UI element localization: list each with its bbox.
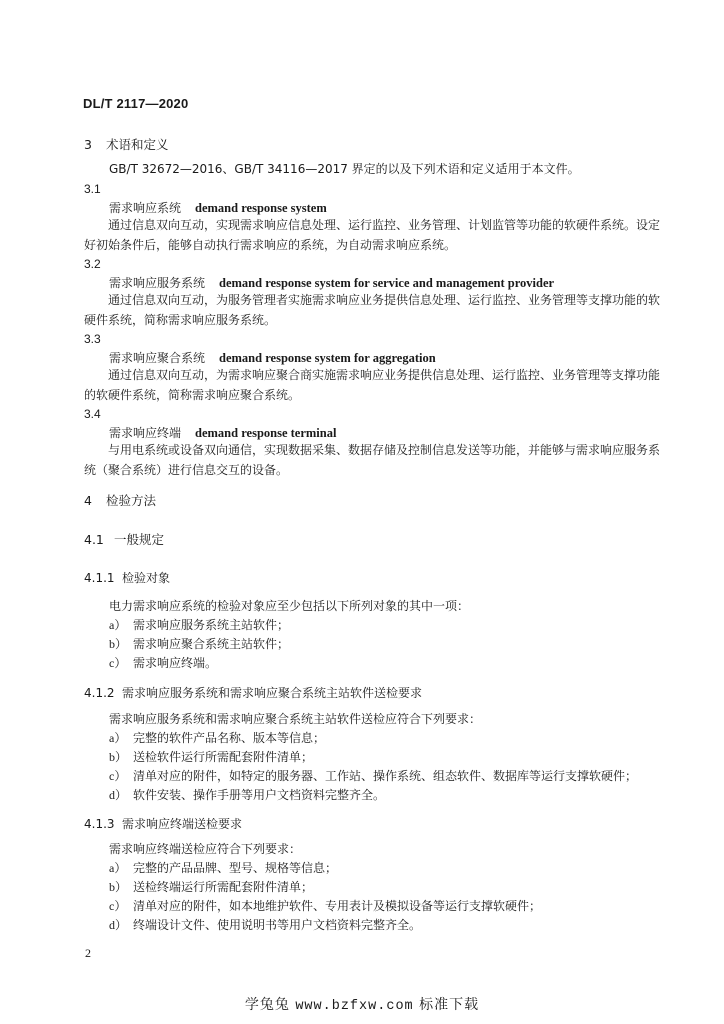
- term-zh: 需求响应服务系统: [109, 276, 206, 290]
- list-intro: 电力需求响应系统的检验对象应至少包括以下所列对象的其中一项：: [109, 599, 470, 613]
- list-marker: d）: [109, 788, 128, 802]
- term-definition: 通过信息双向互动，为服务管理者实施需求响应业务提供信息处理、运行监控、业务管理等支撑功能的软硬件系统，简称需求响应服务系统。: [84, 293, 661, 327]
- subsection-number: 4.1: [84, 532, 104, 547]
- subsection-number: 4.1.3: [84, 817, 115, 831]
- list-intro: 需求响应服务系统和需求响应聚合系统主站软件送检应符合下列要求：: [109, 712, 482, 726]
- list-marker: b）: [109, 637, 128, 651]
- list-item: [109, 729, 325, 746]
- list-intro: 需求响应终端送检应符合下列要求：: [109, 842, 302, 856]
- term-zh: 需求响应系统: [109, 201, 182, 215]
- list-text: 需求响应聚合系统主站软件；: [133, 637, 290, 651]
- subsection-number: 4.1.2: [84, 686, 115, 700]
- list-item: [109, 635, 289, 652]
- list-item: [109, 859, 337, 876]
- subsection-4-1-heading: [84, 530, 164, 548]
- list-marker: c）: [109, 899, 127, 913]
- section-3-heading: [84, 135, 169, 153]
- list-text: 完整的产品品牌、型号、规格等信息；: [133, 861, 338, 875]
- term-title: [109, 349, 436, 366]
- list-text: 清单对应的附件，如本地维护软件、专用表计及模拟设备等运行支撑软硬件；: [133, 899, 542, 913]
- term-zh: 需求响应终端: [109, 426, 182, 440]
- term-en: demand response terminal: [195, 426, 337, 440]
- subsection-title: 需求响应服务系统和需求响应聚合系统主站软件送检要求: [122, 686, 423, 700]
- list-item: [109, 767, 637, 784]
- list-marker: c）: [109, 656, 127, 670]
- list-item: [109, 616, 289, 633]
- term-definition: 与用电系统或设备双向通信，实现数据采集、数据存储及控制信息发送等功能，并能够与需求响应服务系统（聚合系统）进行信息交互的设备。: [84, 443, 661, 477]
- subsection-title: 检验对象: [122, 571, 171, 585]
- section-title: 检验方法: [106, 493, 157, 508]
- subsection-title: 需求响应终端送检要求: [122, 817, 243, 831]
- list-text: 需求响应终端。: [133, 656, 218, 670]
- list-item: [109, 654, 217, 671]
- footer-site: 学兔兔: [244, 997, 290, 1013]
- list-marker: b）: [109, 750, 128, 764]
- list-marker: a）: [109, 618, 127, 632]
- term-definition: 通过信息双向互动，为需求响应聚合商实施需求响应业务提供信息处理、运行监控、业务管理等支撑功能的软硬件系统，简称需求响应聚合系统。: [84, 368, 661, 402]
- footer-slogan: 标准下载: [419, 997, 480, 1013]
- subsection-number: 4.1.1: [84, 571, 115, 585]
- term-zh: 需求响应聚合系统: [109, 351, 206, 365]
- term-en: demand response system: [195, 201, 327, 215]
- page-number: 2: [85, 946, 91, 960]
- term-en: demand response system for aggregation: [219, 351, 436, 365]
- list-item: [109, 786, 385, 803]
- list-text: 完整的软件产品名称、版本等信息；: [133, 731, 326, 745]
- watermark-footer: [0, 994, 724, 1014]
- term-title: [109, 424, 336, 441]
- list-marker: d）: [109, 918, 128, 932]
- subsection-title: 一般规定: [114, 532, 165, 547]
- term-title: [109, 274, 554, 291]
- standard-code: DL/T 2117—2020: [83, 96, 189, 111]
- subsection-4-1-3-heading: [84, 815, 242, 832]
- section-number: 3: [84, 137, 92, 152]
- list-text: 送检软件运行所需配套附件清单；: [133, 750, 314, 764]
- list-text: 终端设计文件、使用说明书等用户文档资料完整齐全。: [133, 918, 422, 932]
- section-3-intro: GB/T 32672—2016、GB/T 34116—2017 界定的以及下列术语和定义适用于本文件。: [109, 162, 580, 176]
- section-title: 术语和定义: [106, 137, 169, 152]
- list-item: [109, 748, 313, 765]
- list-text: 清单对应的附件，如特定的服务器、工作站、操作系统、组态软件、数据库等运行支撑软硬件；: [133, 769, 638, 783]
- list-marker: b）: [109, 880, 128, 894]
- list-item: [109, 897, 541, 914]
- term-title: [109, 199, 327, 216]
- subsection-4-1-2-heading: [84, 684, 422, 701]
- list-marker: a）: [109, 861, 127, 875]
- section-4-heading: [84, 491, 156, 509]
- list-text: 送检终端运行所需配套附件清单；: [133, 880, 314, 894]
- list-text: 需求响应服务系统主站软件；: [133, 618, 290, 632]
- list-marker: c）: [109, 769, 127, 783]
- term-definition: 通过信息双向互动，实现需求响应信息处理、运行监控、业务管理、计划监管等功能的软硬件系统。设定好初始条件后，能够自动执行需求响应的系统，为自动需求响应系统。: [84, 218, 661, 252]
- subsection-4-1-1-heading: [84, 569, 170, 586]
- list-item: [109, 916, 421, 933]
- term-number: 3.2: [84, 257, 101, 271]
- list-marker: a）: [109, 731, 127, 745]
- term-number: 3.1: [84, 182, 101, 196]
- list-item: [109, 878, 313, 895]
- term-number: 3.3: [84, 332, 101, 346]
- footer-url: www.bzfxw.com: [295, 999, 414, 1014]
- term-en: demand response system for service and management provider: [219, 276, 555, 290]
- term-number: 3.4: [84, 407, 101, 421]
- section-number: 4: [84, 493, 92, 508]
- list-text: 软件安装、操作手册等用户文档资料完整齐全。: [133, 788, 386, 802]
